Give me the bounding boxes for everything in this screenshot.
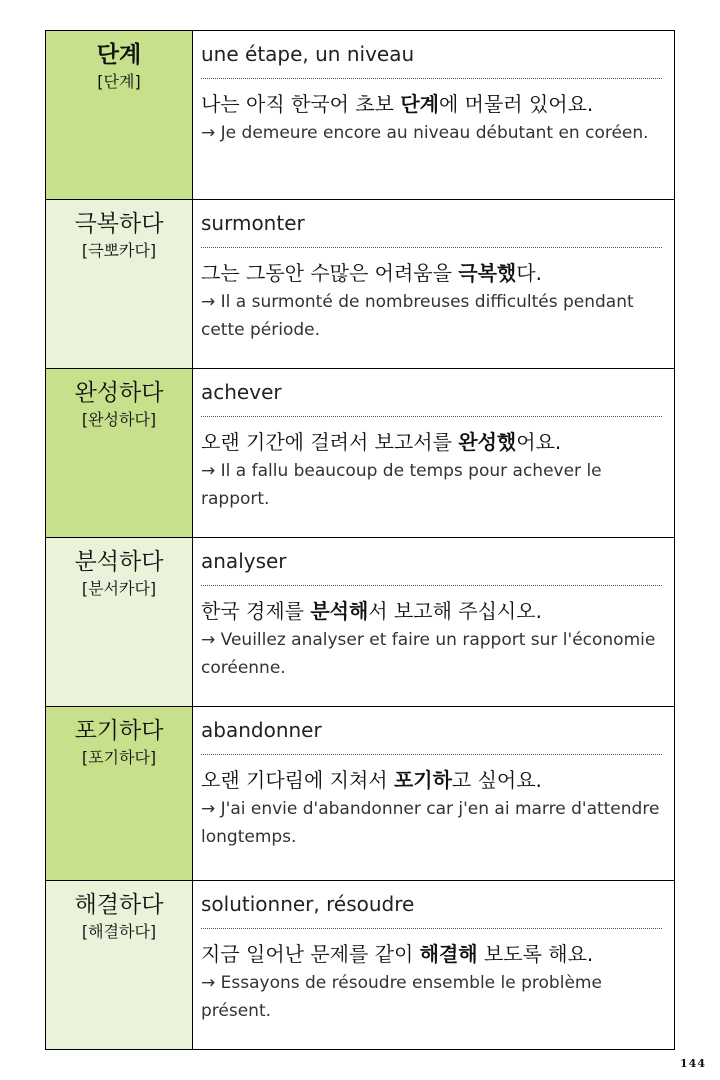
vocab-row [46,369,674,538]
korean-word: 분석하다 [74,549,164,575]
definition-cell [193,538,674,706]
french-meaning: achever [201,378,662,417]
vocab-row [46,707,674,881]
definition-cell [193,200,674,368]
example-highlight: 포기하 [393,768,452,792]
french-meaning: abandonner [201,716,662,755]
example-highlight: 해결해 [419,942,478,966]
example-text: 에 머물러 있어요. [438,92,594,116]
pronunciation: [분서카다] [81,579,157,598]
korean-word: 포기하다 [74,718,164,744]
example-sentence [201,939,662,969]
korean-word: 해결하다 [74,892,164,918]
word-cell [46,881,193,1049]
example-sentence [201,258,662,288]
example-translation: → Veuillez analyser et faire un rapport sur l'économie coréenne. [201,630,656,678]
vocab-row [46,881,674,1049]
example-text: 오랜 기간에 걸려서 보고서를 [201,430,459,454]
vocab-row [46,200,674,369]
definition-cell [193,31,674,199]
example-text: 어요. [516,430,562,454]
pronunciation: [해결하다] [81,922,157,941]
example-translation: → Il a surmonté de nombreuses difficultés pendant cette période. [201,292,634,340]
example-text: 서 보고해 주십시오. [368,599,542,623]
word-cell [46,538,193,706]
french-meaning: analyser [201,547,662,586]
french-meaning: solutionner, résoudre [201,890,662,929]
example-translation: → Je demeure encore au niveau débutant en coréen. [201,123,649,143]
pronunciation: [완성하다] [81,410,157,429]
french-meaning: une étape, un niveau [201,40,662,79]
korean-word: 극복하다 [74,211,164,237]
korean-word: 단계 [96,42,142,68]
example-text: 고 싶어요. [451,768,542,792]
definition-cell [193,881,674,1049]
example-text: 보도록 해요. [477,942,594,966]
example-sentence [201,765,662,795]
example-text: 오랜 기다림에 지쳐서 [201,768,394,792]
example-highlight: 단계 [400,92,439,116]
definition-cell [193,369,674,537]
korean-word: 완성하다 [74,380,164,406]
pronunciation: [포기하다] [81,748,157,767]
word-cell [46,200,193,368]
example-highlight: 완성했 [458,430,517,454]
word-cell [46,369,193,537]
example-translation: → Essayons de résoudre ensemble le problème présent. [201,973,602,1021]
example-highlight: 극복했 [458,261,517,285]
example-text: 나는 아직 한국어 초보 [201,92,401,116]
example-sentence [201,89,662,119]
example-translation: → Il a fallu beaucoup de temps pour achever le rapport. [201,461,602,509]
example-sentence [201,596,662,626]
example-text: 다. [516,261,542,285]
example-translation: → J'ai envie d'abandonner car j'en ai marre d'attendre longtemps. [201,799,660,847]
example-text: 한국 경제를 [201,599,311,623]
definition-cell [193,707,674,880]
vocab-row [46,31,674,200]
example-text: 지금 일어난 문제를 같이 [201,942,420,966]
page-number: 144 [680,1057,706,1070]
example-sentence [201,427,662,457]
vocab-row [46,538,674,707]
word-cell [46,31,193,199]
pronunciation: [극뽀카다] [81,241,157,260]
example-highlight: 분석해 [310,599,369,623]
word-cell [46,707,193,880]
french-meaning: surmonter [201,209,662,248]
vocabulary-table [45,30,675,1050]
example-text: 그는 그동안 수많은 어려움을 [201,261,459,285]
pronunciation: [단계] [97,72,141,91]
